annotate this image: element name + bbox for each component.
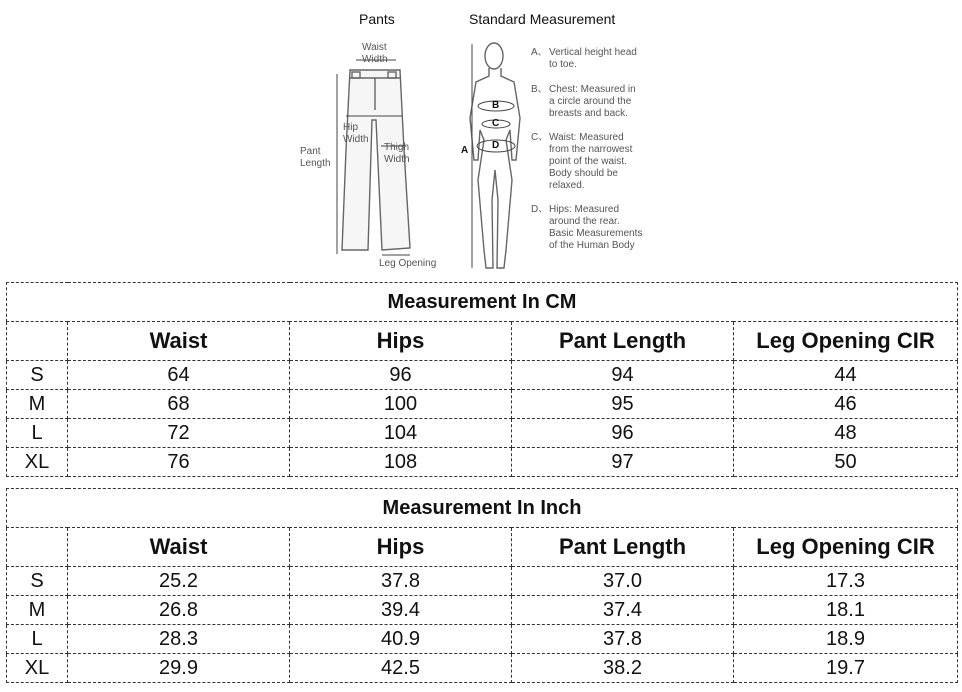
table-cell: 29.9 (68, 654, 290, 683)
table-cell: 40.9 (290, 625, 512, 654)
column-header: Waist (68, 528, 290, 567)
table-cell: 95 (512, 390, 734, 419)
table-cell: 18.9 (734, 625, 958, 654)
size-cell: XL (7, 654, 68, 683)
size-cell: S (7, 361, 68, 390)
size-cell: M (7, 390, 68, 419)
table-cell: 94 (512, 361, 734, 390)
measurement-diagram (0, 0, 962, 280)
hip-width-label: Hip Width (343, 122, 369, 145)
table-row (7, 361, 958, 390)
table-cell: 68 (68, 390, 290, 419)
column-header: Hips (290, 322, 512, 361)
table-cell: 96 (512, 419, 734, 448)
table-cell: 96 (290, 361, 512, 390)
table-cell: 42.5 (290, 654, 512, 683)
table-row (7, 390, 958, 419)
size-cell: L (7, 419, 68, 448)
thigh-width-label: Thigh Width (384, 142, 410, 165)
pant-length-label: Pant Length (300, 146, 331, 169)
note-a: A、 Vertical height head to toe. (531, 47, 637, 70)
table-cell: 37.8 (290, 567, 512, 596)
table-cell: 37.0 (512, 567, 734, 596)
table-title: Measurement In CM (7, 283, 958, 322)
column-header: Hips (290, 528, 512, 567)
pants-title: Pants (359, 11, 395, 27)
table-cell: 39.4 (290, 596, 512, 625)
table-cell: 26.8 (68, 596, 290, 625)
table-cell: 64 (68, 361, 290, 390)
table-cell: 17.3 (734, 567, 958, 596)
marker-c: C (492, 118, 500, 129)
column-header: Pant Length (512, 322, 734, 361)
table-cell: 50 (734, 448, 958, 477)
size-cell: XL (7, 448, 68, 477)
table-cell: 100 (290, 390, 512, 419)
note-c: C、 Waist: Measured from the narrowest point of the waist. Body should be relaxed. (531, 132, 633, 191)
table-cell: 37.4 (512, 596, 734, 625)
table-cell: 108 (290, 448, 512, 477)
table-cell: 76 (68, 448, 290, 477)
note-d: D、 Hips: Measured around the rear. Basic Measurements of the Human Body (531, 204, 643, 251)
body-illustration (470, 43, 520, 268)
table-cell: 44 (734, 361, 958, 390)
column-header: Waist (68, 322, 290, 361)
table-cell: 25.2 (68, 567, 290, 596)
size-cell: L (7, 625, 68, 654)
table-cell: 18.1 (734, 596, 958, 625)
size-cell: S (7, 567, 68, 596)
leg-opening-label: Leg Opening (379, 258, 437, 269)
column-header: Leg Opening CIR (734, 322, 958, 361)
table-cell: 28.3 (68, 625, 290, 654)
column-header: Pant Length (512, 528, 734, 567)
table-row (7, 654, 958, 683)
table-cell: 48 (734, 419, 958, 448)
diagram-drawing (0, 0, 962, 280)
table-row (7, 567, 958, 596)
table-row (7, 625, 958, 654)
marker-d: D (492, 140, 500, 151)
note-b: B、 Chest: Measured in a circle around the breasts and back. (531, 84, 636, 119)
table-row (7, 419, 958, 448)
table-cell: 46 (734, 390, 958, 419)
size-cell: M (7, 596, 68, 625)
size-table-inch (6, 488, 958, 683)
size-table-cm (6, 282, 958, 477)
standard-measurement-title: Standard Measurement (469, 11, 616, 27)
table-row (7, 448, 958, 477)
table-cell: 72 (68, 419, 290, 448)
table-row (7, 596, 958, 625)
column-header (7, 528, 68, 567)
column-header: Leg Opening CIR (734, 528, 958, 567)
table-cell: 37.8 (512, 625, 734, 654)
marker-b: B (492, 100, 500, 111)
marker-a: A (461, 145, 469, 156)
table-cell: 104 (290, 419, 512, 448)
table-cell: 19.7 (734, 654, 958, 683)
table-title: Measurement In Inch (7, 489, 958, 528)
waist-width-label: Waist Width (362, 42, 388, 65)
table-cell: 38.2 (512, 654, 734, 683)
column-header (7, 322, 68, 361)
table-cell: 97 (512, 448, 734, 477)
